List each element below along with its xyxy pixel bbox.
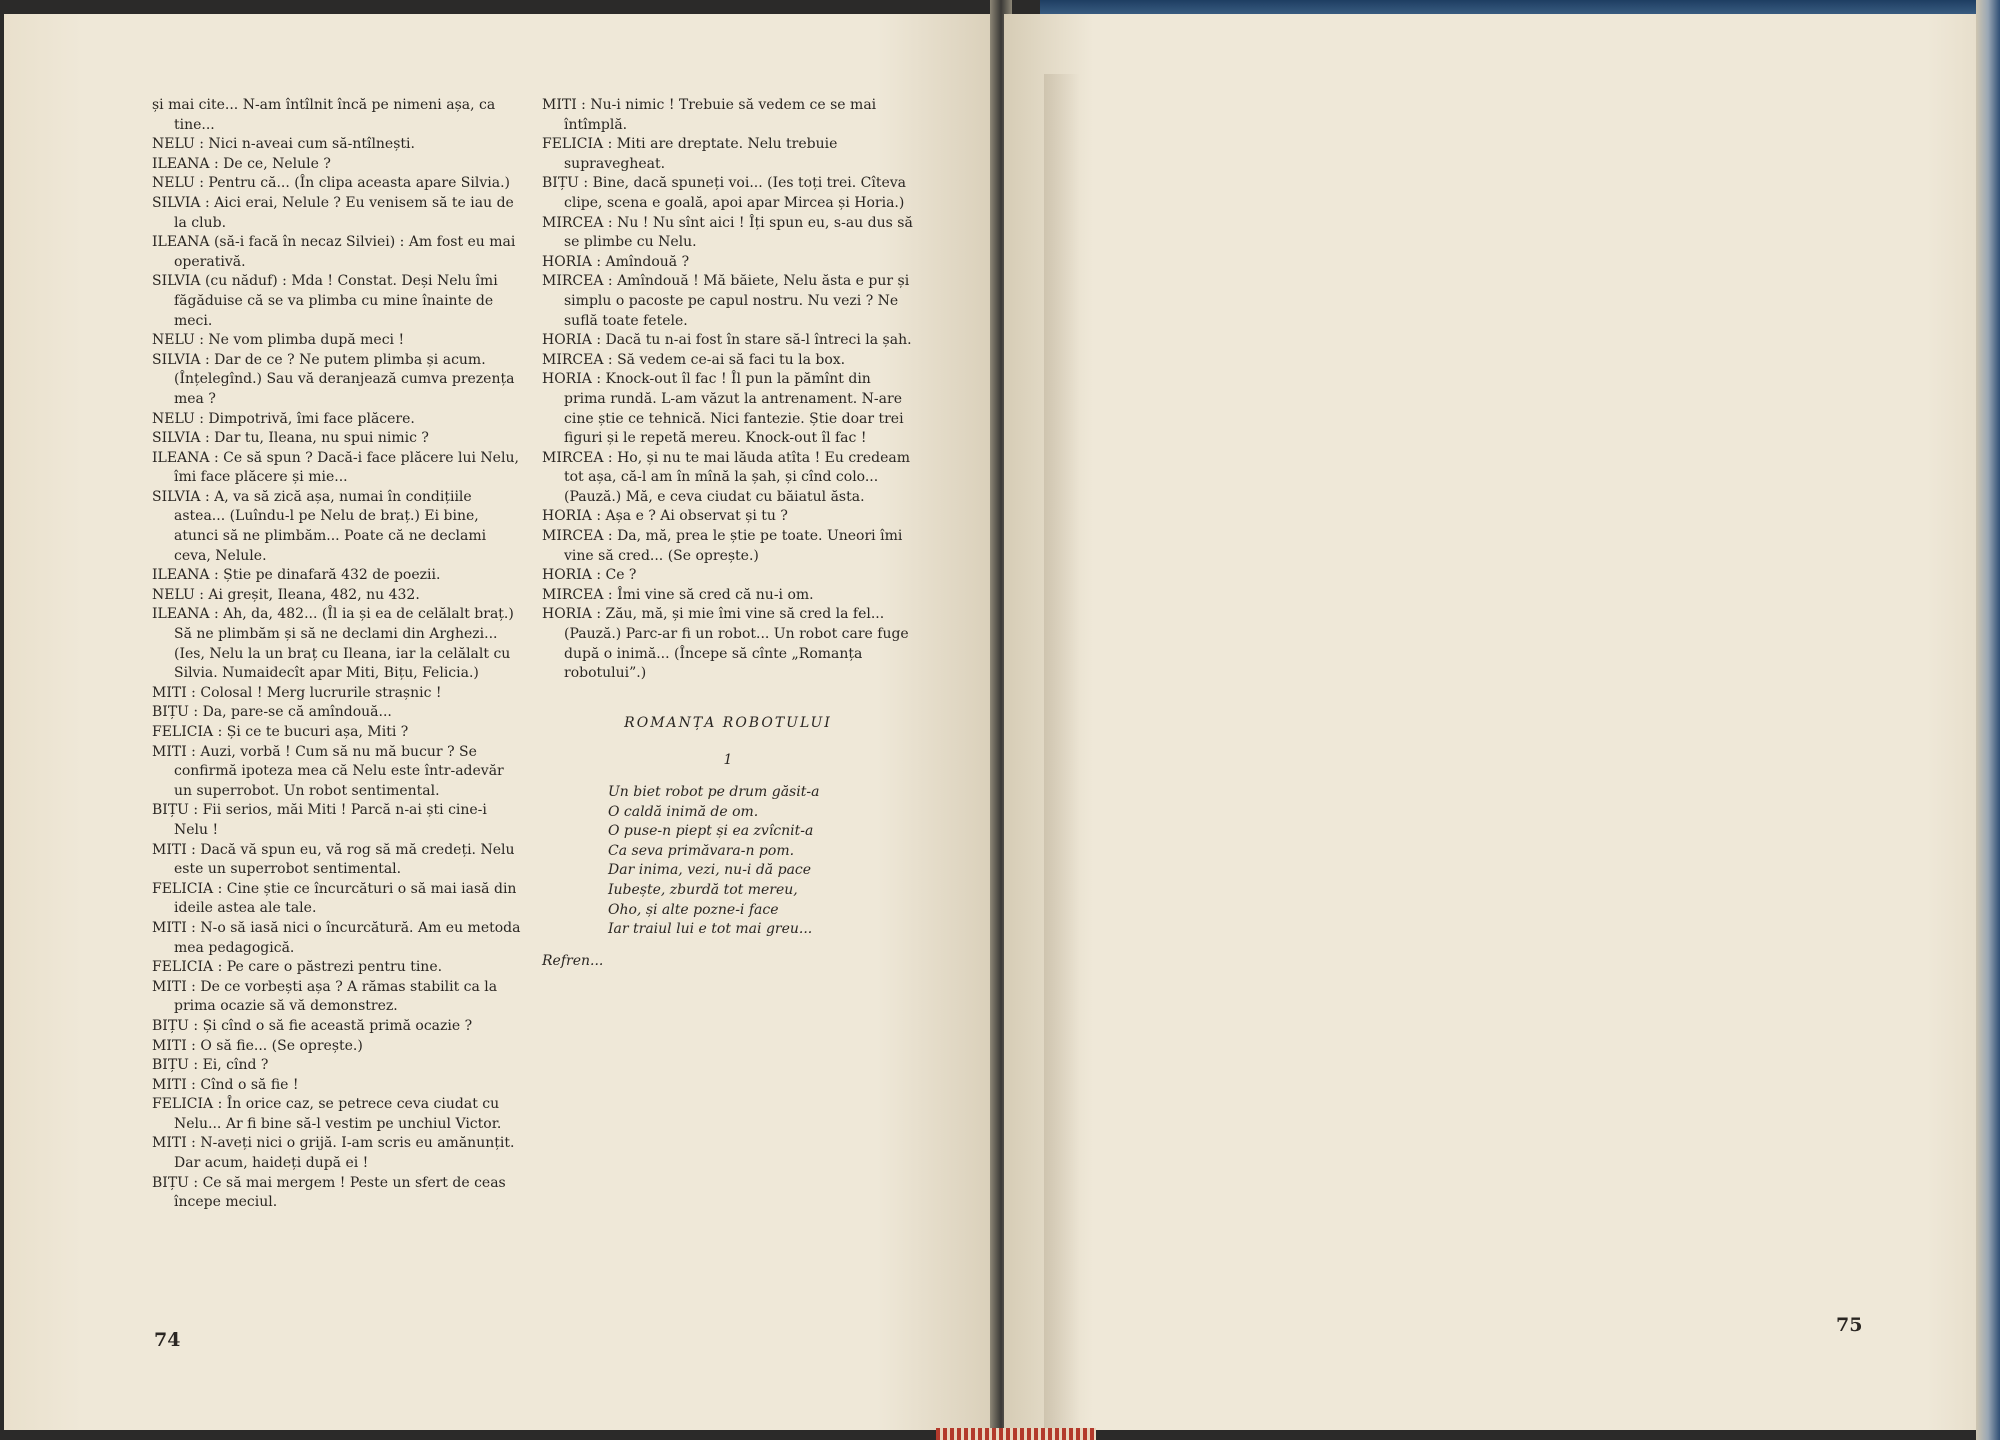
dialog-line: MIRCEA : Îmi vine să cred că nu-i om. (542, 586, 814, 603)
dialog-line: NELU : Ne vom plimba după meci ! (152, 332, 405, 349)
verse-line: Un biet robot pe drum găsit-a (608, 784, 820, 800)
dialog-line: HORIA : Așa e ? Ai observat și tu ? (542, 508, 788, 525)
dialog-line: MITI : N-aveți nici o grijă. I-am scris eu amănunțit. Dar acum, haideți după ei ! (152, 1135, 515, 1172)
spacer (542, 771, 914, 783)
dialog-line: SILVIA : Dar de ce ? Ne putem plimba și acum. (Înțelegînd.) Sau vă deranjează cumva prezența mea ? (152, 351, 515, 407)
dialog-line: ILEANA : Ce să spun ? Dacă-i face plăcere lui Nelu, îmi face plăcere și mie... (152, 449, 519, 486)
dialog-line: MIRCEA : Nu ! Nu sînt aici ! Îți spun eu, s-au dus să se plimbe cu Nelu. (542, 214, 913, 251)
dialog-line: HORIA : Dacă tu n-ai fost în stare să-l întreci la șah. (542, 332, 912, 349)
dialog-line: MITI : Nu-i nimic ! Trebuie să vedem ce se mai întîmplă. (542, 97, 877, 133)
dialog-line: BIȚU : Da, pare-se că amîndouă... (152, 704, 392, 721)
dialog-line: MIRCEA : Amîndouă ! Mă băiete, Nelu ăsta e pur și simplu o pacoste pe capul nostru. Nu vezi ? Ne suflă toate fetele. (542, 273, 910, 329)
dialog-line: ILEANA (să-i facă în necaz Silviei) : Am fost eu mai operativă. (152, 234, 516, 270)
dialog-line: NELU : Dimpotrivă, îmi face plăcere. (152, 410, 415, 427)
stanza-number: 1 (723, 752, 733, 769)
dialog-line: NELU : Ai greșit, Ileana, 482, nu 432. (152, 586, 420, 603)
verse-line: O puse-n piept și ea zvîcnit-a (608, 823, 814, 840)
dialog-line: BIȚU : Și cînd o să fie această primă ocazie ? (152, 1017, 473, 1034)
dialog-line: FELICIA : Și ce te bucuri așa, Miti ? (152, 724, 409, 740)
dialog-line: MITI : De ce vorbești așa ? A rămas stabilit ca la prima ocazie să vă demonstrez. (152, 978, 498, 1015)
dialog-line: MITI : O să fie... (Se oprește.) (152, 1037, 363, 1054)
spacer (542, 684, 914, 696)
dialog-line: BIȚU : Ce să mai mergem ! Peste un sfert de ceas începe meciul. (152, 1174, 506, 1211)
song-title: ROMANȚA ROBOTULUI (624, 714, 832, 731)
dialog-line: FELICIA : Miti are dreptate. Nelu trebuie supravegheat. (542, 136, 838, 172)
dialog-line: FELICIA : Cine știe ce încurcături o să mai iasă din ideile astea ale tale. (152, 880, 517, 917)
dialog-line: și mai cite... N-am întîlnit încă pe nimeni așa, ca tine... (152, 97, 496, 133)
dialog-line: NELU : Nici n-aveai cum să-ntîlnești. (152, 136, 415, 153)
verse-line: Iar traiul lui e tot mai greu... (608, 921, 813, 938)
page-shadow (1044, 74, 1080, 1430)
dialog-line: NELU : Pentru că... (În clipa aceasta apare Silvia.) (152, 175, 510, 192)
dialog-line: BIȚU : Bine, dacă spuneți voi... (Ies toți trei. Cîteva clipe, scena e goală, apoi apar Mircea și Horia.) (542, 175, 906, 211)
right-page (1004, 14, 1996, 1430)
refrain-label: Refren... (542, 952, 604, 969)
left-page-column-1 (152, 96, 524, 1213)
verse-line: O caldă inimă de om. (608, 803, 759, 820)
dialog-line: BIȚU : Fii serios, măi Miti ! Parcă n-ai ști cine-i Nelu ! (152, 802, 487, 838)
dialog-line: SILVIA : Dar tu, Ileana, nu spui nimic ? (152, 430, 429, 447)
left-page-column-2 (542, 96, 914, 971)
verse-line: Iubește, zburdă tot mereu, (608, 881, 798, 898)
left-page (4, 14, 996, 1430)
spacer (542, 940, 914, 952)
verse-line: Dar inima, vezi, nu-i dă pace (608, 862, 812, 879)
dialog-line: ILEANA : De ce, Nelule ? (152, 155, 331, 172)
page-number-right: 75 (1836, 1314, 1863, 1336)
dialog-line: MIRCEA : Da, mă, prea le știe pe toate. Uneori îmi vine să cred... (Se oprește.) (542, 528, 903, 564)
stanza-1 (542, 783, 914, 940)
dialog-line: HORIA : Knock-out îl fac ! Îl pun la pămînt din prima rundă. L-am văzut la antrenament. N-are cine știe ce tehnică. Nici fantezie. Știe doar trei figuri și le repetă mereu. Knock-out îl fac ! (542, 371, 904, 447)
dialog-line: FELICIA : Pe care o păstrezi pentru tine. (152, 959, 443, 976)
dialog-line: SILVIA (cu năduf) : Mda ! Constat. Deși Nelu îmi făgăduise că se va plimba cu mine înainte de meci. (152, 273, 498, 329)
dialog-line: HORIA : Ce ? (542, 567, 637, 584)
spacer (542, 696, 914, 708)
dialog-line: HORIA : Amîndouă ? (542, 253, 690, 270)
dialog-line: ILEANA : Ah, da, 482... (Îl ia și ea de celălalt braț.) Să ne plimbăm și să ne declami din Arghezi... (Ies, Nelu la un braț cu Ileana, iar la celălalt cu Silvia. Numaidecît apar Miti, Bițu, Felicia.) (152, 606, 514, 682)
verse-line: Ca seva primăvara-n pom. (608, 842, 795, 859)
dialog-line: SILVIA : Aici erai, Nelule ? Eu venisem să te iau de la club. (152, 194, 514, 231)
dialog-line: HORIA : Zău, mă, și mie îmi vine să cred la fel... (Pauză.) Parc-ar fi un robot... Un robot care fuge după o inimă... (Începe să cînte „Romanța robotului”.) (542, 606, 909, 682)
bookmark-ribbon (936, 1428, 1096, 1440)
dialog-line: BIȚU : Ei, cînd ? (152, 1057, 269, 1074)
dialog-line: MIRCEA : Ho, și nu te mai lăuda atîta ! Eu credeam tot așa, că-l am în mînă la șah, și cînd colo... (Pauză.) Mă, e ceva ciudat cu băiatul ăsta. (542, 449, 911, 505)
dialog-line: MITI : Cînd o să fie ! (152, 1076, 299, 1093)
dialog-line: MITI : Dacă vă spun eu, vă rog să mă credeți. Nelu este un superrobot sentimental. (152, 841, 515, 878)
dialog-line: MITI : Auzi, vorbă ! Cum să nu mă bucur ? Se confirmă ipoteza mea că Nelu este într-adevăr un superrobot. Un robot sentimental. (152, 743, 504, 799)
spacer (542, 739, 914, 751)
dialog-line: SILVIA : A, va să zică așa, numai în condițiile astea... (Luîndu-l pe Nelu de braț.) Ei bine, atunci să ne plimbăm... Poate că ne declami ceva, Nelule. (152, 488, 487, 564)
dialog-line: MIRCEA : Să vedem ce-ai să faci tu la box. (542, 351, 846, 368)
page-number-left: 74 (154, 1329, 181, 1351)
dialog-line: MITI : N-o să iasă nici o încurcătură. Am eu metoda mea pedagogică. (152, 919, 521, 956)
verse-line: Oho, și alte pozne-i face (608, 901, 779, 918)
dialog-line: ILEANA : Știe pe dinafară 432 de poezii. (152, 567, 441, 584)
dialog-line: FELICIA : În orice caz, se petrece ceva ciudat cu Nelu... Ar fi bine să-l vestim pe unchiul Victor. (152, 1096, 502, 1132)
book-cover-right-edge (1976, 0, 2000, 1440)
dialog-line: MITI : Colosal ! Merg lucrurile strașnic ! (152, 684, 442, 701)
